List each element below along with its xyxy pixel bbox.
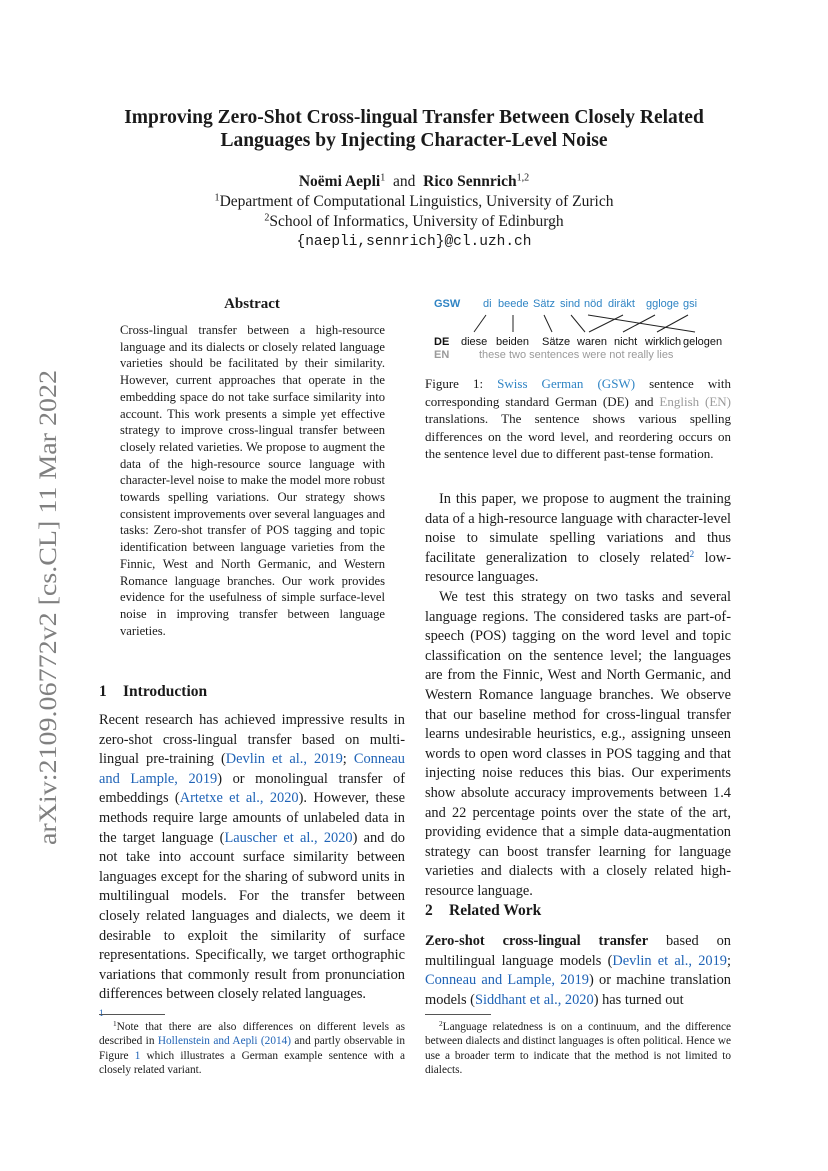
abstract-heading: Abstract (224, 296, 280, 312)
author-email: {naepli,sennrich}@cl.uzh.ch (296, 234, 532, 250)
section-introduction-heading (99, 683, 405, 701)
footnote-1: $^1$Note that there are also differences on different levels as described in Hollenstein and Aepli (2014) and partly observable in Figure 1 which illustrates a German example sentence with a closely related variant. (99, 1018, 405, 1076)
gsw-word: ggloge (646, 298, 680, 310)
title-line-1: Improving Zero-Shot Cross-lingual Transfer Between Closely Related (124, 107, 704, 128)
gsw-word: Sätz (533, 298, 556, 310)
citation-link[interactable]: Artetxe et al., 2020 (179, 790, 299, 807)
gsw-word: sind (560, 298, 581, 310)
footnote-2: $^2$Language relatedness is on a continuum, and the difference between dialects and distinct languages is often political. Hence we use a broader term to indicate that the method is not limited to dialects. (425, 1018, 731, 1076)
gsw-word: gsi (683, 298, 698, 310)
figure-1-caption: Figure 1: Swiss German (GSW) sentence with corresponding standard German (DE) and English (EN) translations. The sentence shows various spelling differences on the word level, and reordering occurs on the sentence level due to different past-tense formation. (425, 376, 731, 462)
citation-link[interactable]: Lauscher et al., 2020 (224, 829, 353, 846)
section-title: Related Work (449, 902, 542, 919)
de-label: DE (434, 336, 450, 348)
en-label: EN (434, 349, 450, 361)
de-word: beiden (496, 336, 530, 348)
paper-title (100, 106, 728, 152)
figure-reference-link[interactable]: 1 (134, 1049, 141, 1062)
paragraph-heading: Zero-shot cross-lingual transfer (425, 933, 649, 949)
en-translation: these two sentences were not really lies (479, 349, 674, 361)
figure-1 (425, 294, 731, 366)
author-2-affil: 1,2 (516, 172, 530, 184)
section-related-work-heading (425, 902, 731, 920)
affiliation-2: $^2$School of Informatics, University of Edinburgh (264, 212, 564, 230)
footnote-divider (99, 1014, 165, 1015)
arxiv-id: arXiv:2109.06772v2 [cs.CL] 11 Mar 2022 (35, 420, 62, 845)
alignment-lines (474, 315, 695, 332)
section-title: Introduction (123, 683, 208, 700)
related-work-paragraph: Zero-shot cross-lingual transfer based on multilingual language models (Devlin et al., 2019; Conneau and Lample, 2019) or machine translation models (Siddhant et al., 2020) has turned out (425, 933, 731, 1008)
citation-link[interactable]: Conneau and Lample, 2019 (99, 751, 405, 787)
de-word: Sätze (542, 336, 571, 348)
author-1-affil: 1 (380, 172, 386, 184)
footnote-1-marker[interactable]: 1 (99, 1009, 104, 1020)
arxiv-stamp (12, 360, 72, 860)
paragraph: In this paper, we propose to augment the training data of a high-resource language with character-level noise to simulate spelling variations and thus facilitate generalization to closely related$^2$ low-resource languages. (425, 491, 731, 586)
citation-link[interactable]: Hollenstein and Aepli (2014) (157, 1035, 292, 1048)
section-number: 1 (99, 683, 107, 700)
citation-link[interactable]: Devlin et al., 2019 (612, 952, 727, 969)
footnote-2-number: 2 (439, 1018, 443, 1028)
de-word: wirklich (645, 336, 682, 348)
author-block (100, 172, 728, 252)
footnote-2-marker[interactable]: 2 (689, 549, 695, 560)
introduction-paragraph: Recent research has achieved impressive results in zero-shot cross-lingual transfer based on multi-lingual pre-training (Devlin et al., 2019; Conneau and Lample, 2019) or monolingual transfer of embeddings (Artetxe et al., 2020). However, these methods require large amounts of unlabeled data in the target language (Lauscher et al., 2020) and do not take into account surface similarity between languages except for the sharing of subword units in multilingual models. For the transfer between closely related languages and dialects, we deem it desirable to exploit the similarity of surface representations. Specifically, we target orthographic variations that commonly result from pronunciation differences between closely related languages. $^1$ (99, 712, 406, 1020)
gsw-word: beede (498, 298, 529, 310)
gsw-word: nöd (584, 298, 603, 310)
citation-link[interactable]: Conneau and Lample, 2019 (425, 972, 589, 989)
de-word: diese (461, 336, 488, 348)
author-1: Noëmi Aepli (298, 173, 381, 190)
footnote-divider (425, 1014, 491, 1015)
de-word: gelogen (683, 336, 723, 348)
citation-link[interactable]: Devlin et al., 2019 (225, 751, 343, 768)
affiliation-1: $^1$Department of Computational Linguistics, University of Zurich (214, 192, 614, 210)
de-word: nicht (614, 336, 638, 348)
citation-link[interactable]: Siddhant et al., 2020 (474, 991, 594, 1008)
abstract-text: Cross-lingual transfer between a high-resource language and its dialects or closely related language varieties should be facilitated by their similarity. However, current approaches that operate in the embedding space do not take surface similarity into account. This work presents a simple yet effective strategy to improve cross-lingual transfer between closely related varieties. We propose to augment the data of the high-resource source language with character-level noise to make the model more robust towards spelling variations. Our strategy shows consistent improvements over several languages and tasks: Zero-shot transfer of POS tagging and topic identification between language varieties from the Finnic, West and North Germanic, and Western Romance language branches. Our work provides evidence for the usefulness of simple surface-level noise in improving transfer between language varieties. (120, 323, 385, 638)
author-2: Rico Sennrich (423, 173, 517, 190)
gsw-word: di (483, 298, 492, 310)
title-line-2: Languages by Injecting Character-Level Noise (220, 130, 608, 151)
footnote-1-number: 1 (113, 1018, 117, 1028)
author-and: and (393, 173, 416, 190)
de-word: waren (577, 336, 607, 348)
paragraph: We test this strategy on two tasks and several language regions. The considered tasks are part-of-speech (POS) tagging on the word level and topic classification on the sentence level; the languages are from the Finnic, West and North Germanic, and Western Romance language branches. We observe that our baseline method for cross-lingual transfer learns undesirable heuristics, e.g., assigning unseen words to open word classes in POS tagging and that injecting noise reduces this bias. Our experiments show absolute accuracy improvements between 1.4 and 22 percentage points over the state of the art, providing evidence that a simple data-augmentation strategy can boost transfer learning for language varieties and dialects with a closely related high-resource language. (425, 588, 731, 899)
section-number: 2 (425, 902, 433, 919)
gsw-word: diräkt (608, 298, 635, 310)
gsw-label: GSW (434, 298, 461, 310)
author-line (100, 172, 728, 192)
right-column-body (425, 490, 731, 901)
